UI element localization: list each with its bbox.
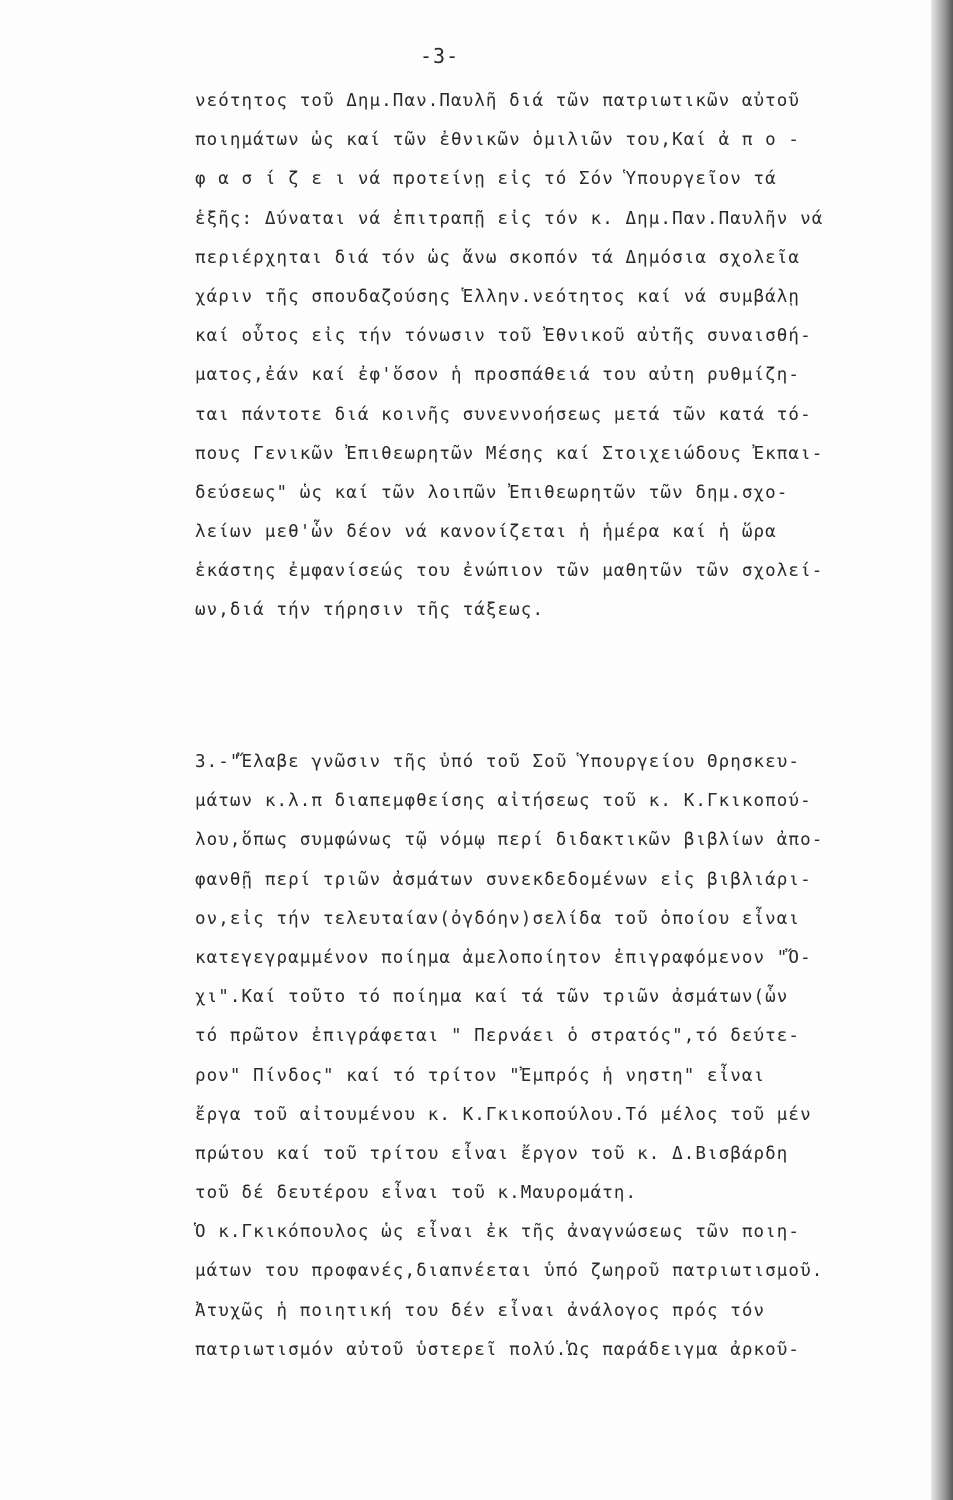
text-line: νεότητος τοῦ Δημ.Παν.Παυλῆ διά τῶν πατριωτικῶν αὐτοῦ: [195, 91, 801, 111]
text-line: χάριν τῆς σπουδαζούσης Ἑλλην.νεότητος καί νά συμβάλῃ: [195, 286, 801, 307]
text-line: λείων μεθ'ὧν δέον νά κανονίζεται ἡ ἡμέρα καί ἡ ὥρα: [195, 522, 777, 543]
paragraph-2: [195, 743, 915, 1370]
text-line: ρον" Πίνδος" καί τό τρίτον "Ἐμπρός ἡ νηστη" εἶναι: [195, 1065, 766, 1086]
text-line: μάτων κ.λ.π διαπεμφθείσης αἰτήσεως τοῦ κ. Κ.Γκικοπού-: [195, 791, 812, 812]
text-line: χι".Καί τοῦτο τό ποίημα καί τά τῶν τριῶν ἀσμάτων(ὧν: [195, 987, 789, 1008]
text-line: τό πρῶτον ἐπιγράφεται " Περνάει ὁ στρατός",τό δεύτε-: [195, 1026, 801, 1047]
text-line: περιέρχηται διά τόν ὡς ἄνω σκοπόν τά Δημόσια σχολεῖα: [195, 247, 801, 268]
page-binding-edge: [931, 0, 953, 1500]
text-line: λου,ὅπως συμφώνως τῷ νόμῳ περί διδακτικῶν βιβλίων ἀπο-: [195, 830, 824, 851]
text-line: φανθῇ περί τριῶν ἀσμάτων συνεκδεδομένων εἰς βιβλιάρι-: [195, 869, 812, 890]
text-line: ἑξῆς: Δύναται νά ἐπιτραπῇ εἰς τόν κ. Δημ.Παν.Παυλῆν νά: [195, 208, 824, 229]
text-line: ον,εἰς τήν τελευταίαν(ὀγδόην)σελίδα τοῦ ὁποίου εἶναι: [195, 908, 801, 929]
text-line: κατεγεγραμμένον ποίημα ἀμελοποίητον ἐπιγραφόμενον "Ὄ-: [195, 947, 812, 968]
text-line: μάτων του προφανές,διαπνέεται ὑπό ζωηροῦ πατριωτισμοῦ.: [195, 1261, 824, 1282]
text-line: πατριωτισμόν αὐτοῦ ὑστερεῖ πολύ.Ὡς παράδειγμα ἀρκοῦ-: [195, 1339, 801, 1360]
text-line: ἔργα τοῦ αἰτουμένου κ. Κ.Γκικοπούλου.Τό μέλος τοῦ μέν: [195, 1104, 812, 1125]
text-line: τοῦ δέ δευτέρου εἶναι τοῦ κ.Μαυρομάτη.: [195, 1183, 638, 1204]
text-line: ται πάντοτε διά κοινῆς συνεννοήσεως μετά τῶν κατά τό-: [195, 404, 812, 425]
text-line: ἑκάστης ἐμφανίσεώς του ἐνώπιον τῶν μαθητῶν τῶν σχολεί-: [195, 561, 824, 582]
page-number: -3-: [420, 44, 460, 68]
text-line: 3.-"Ἔλαβε γνῶσιν τῆς ὑπό τοῦ Σοῦ Ὑπουργείου Θρησκευ-: [195, 752, 801, 772]
text-line: Ὁ κ.Γκικόπουλος ὡς εἶναι ἐκ τῆς ἀναγνώσεως τῶν ποιη-: [195, 1222, 801, 1243]
text-line: ποιημάτων ὡς καί τῶν ἐθνικῶν ὁμιλιῶν του,Καί ἀ π ο -: [195, 130, 801, 151]
text-line: πρώτου καί τοῦ τρίτου εἶναι ἔργον τοῦ κ. Δ.Βισβάρδη: [195, 1143, 789, 1164]
text-line: Ἀτυχῶς ἡ ποιητική του δέν εἶναι ἀνάλογος πρός τόν: [195, 1300, 766, 1321]
text-line: φ α σ ί ζ ε ι νά προτείνῃ εἰς τό Σόν Ὑπουργεῖον τά: [195, 169, 777, 190]
text-line: καί οὗτος εἰς τήν τόνωσιν τοῦ Ἐθνικοῦ αὐτῆς συναισθή-: [195, 326, 812, 347]
text-line: ων,διά τήν τήρησιν τῆς τάξεως.: [195, 600, 545, 621]
text-line: δεύσεως" ὡς καί τῶν λοιπῶν Ἐπιθεωρητῶν τῶν δημ.σχο-: [195, 482, 789, 503]
text-line: ματος,ἐάν καί ἐφ'ὅσον ἡ προσπάθειά του αὐτη ρυθμίζη-: [195, 365, 801, 386]
paragraph-1: [195, 82, 915, 631]
text-line: πους Γενικῶν Ἐπιθεωρητῶν Μέσης καί Στοιχειώδους Ἐκπαι-: [195, 443, 824, 464]
